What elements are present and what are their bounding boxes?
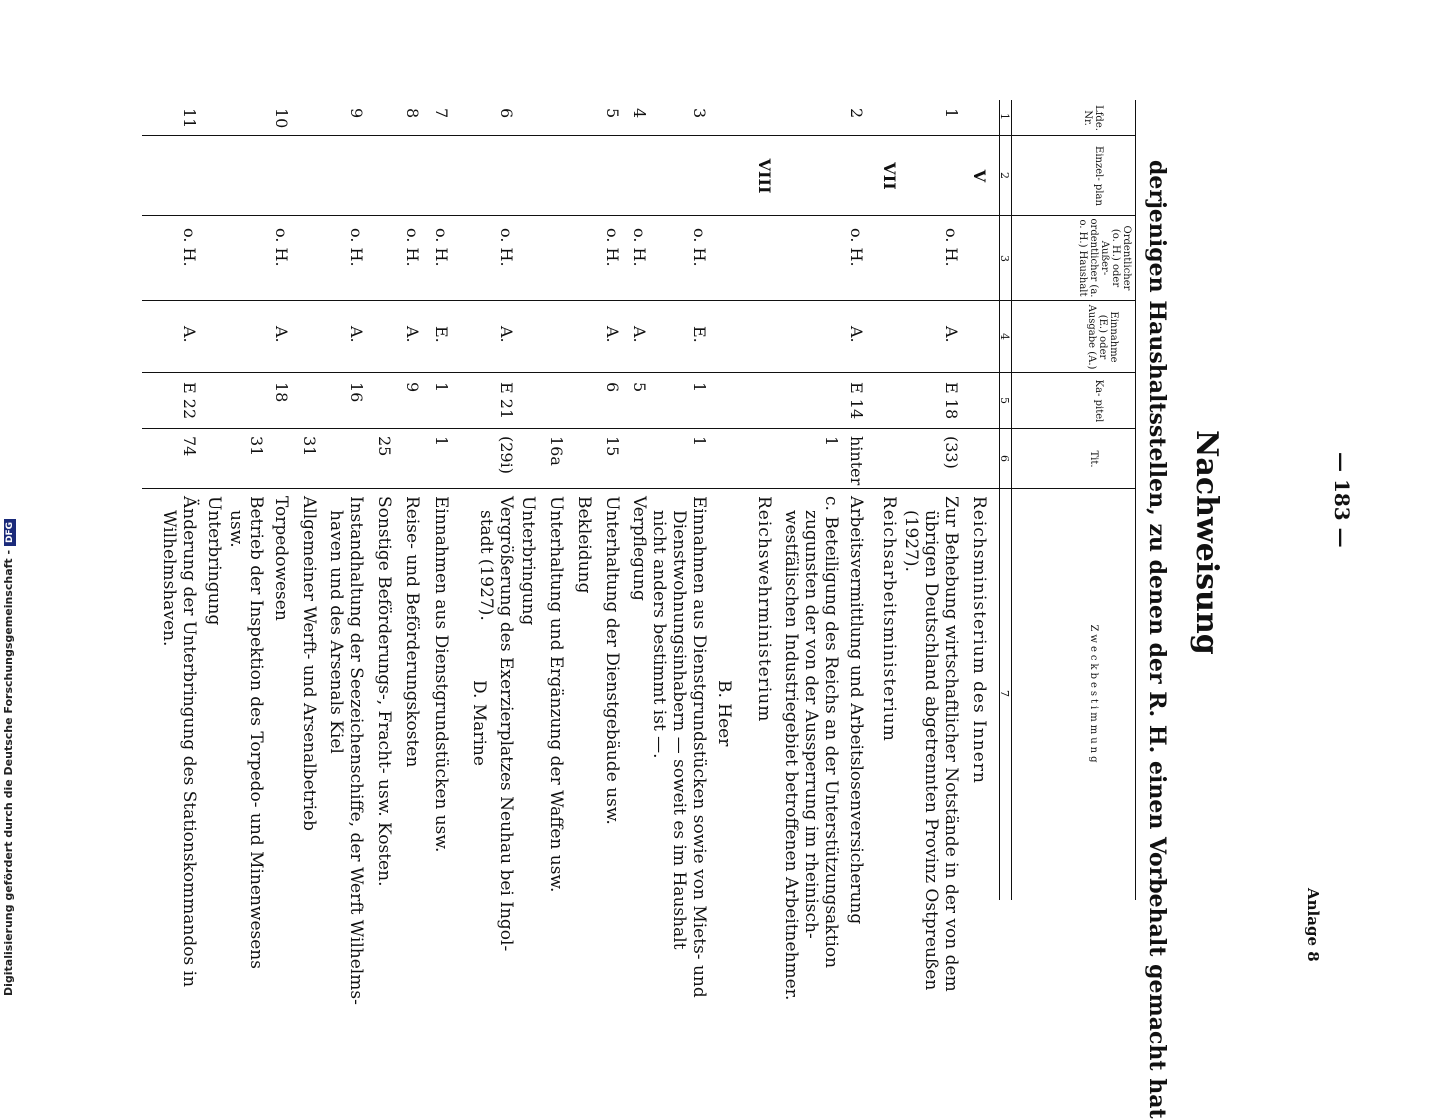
row-description-line: Reichswehrministerium (754, 496, 774, 723)
row-description-line: übrigen Deutschland abgetrennten Provinz Ostpreußen (921, 510, 941, 991)
col-number-5: 5 (998, 397, 1011, 404)
row-kapitel: 5 (630, 382, 649, 393)
row-einnahme-ausgabe: E. (432, 326, 451, 343)
row-description-line: Dienstwohnungsinhabern — soweit es im Haushalt (669, 510, 689, 950)
row-kapitel: E 21 (497, 382, 516, 420)
row-haushalt: o. H. (272, 228, 291, 267)
row-einnahme-ausgabe: E. (690, 326, 709, 343)
col-number-3: 3 (998, 255, 1011, 262)
col-divider-5 (142, 428, 1136, 429)
row-titel: hinter (847, 436, 866, 486)
row-number: 1 (942, 108, 961, 119)
number-row-rule (999, 100, 1000, 900)
document-title: Nachweisung (1189, 430, 1224, 655)
row-kapitel: 16 (347, 382, 366, 403)
row-kapitel: 18 (272, 382, 291, 403)
digitization-footer (2, 0, 24, 996)
row-description-line: Bekleidung (574, 496, 594, 594)
row-kapitel: 6 (603, 382, 622, 393)
col-number-2: 2 (998, 172, 1011, 179)
row-description-line: Wilhelmshaven. (159, 510, 179, 647)
row-description-line: Sonstige Beförderungs-, Fracht- usw. Kosten. (374, 496, 394, 887)
row-number: 9 (347, 108, 366, 119)
row-number: 11 (180, 108, 199, 129)
row-einnahme-ausgabe: A. (347, 326, 366, 343)
annex-label: Anlage 8 (1304, 888, 1322, 962)
row-haushalt: o. H. (432, 228, 451, 267)
page-number: — 183 — (1330, 452, 1354, 548)
row-titel: (33) (942, 436, 961, 469)
row-haushalt: o. H. (497, 228, 516, 267)
row-kapitel: 1 (432, 382, 451, 393)
row-kapitel: E 22 (180, 382, 199, 420)
row-description-line: Betrieb der Inspektion des Torpedo- und Minenwesens (246, 496, 266, 969)
row-description-line: Zur Behebung wirtschaftlicher Notstände in der von dem (941, 496, 961, 992)
footer-text: Digitalisierung gefördert durch die Deutsche Forschungsgemeinschaft - (2, 549, 15, 996)
row-titel: 25 (375, 436, 394, 457)
row-haushalt: o. H. (180, 228, 199, 267)
row-titel: 31 (247, 436, 266, 457)
row-description-line: Verpflegung (629, 496, 649, 601)
row-einnahme-ausgabe: A. (847, 326, 866, 343)
row-number: 8 (403, 108, 422, 119)
row-description-line: Torpedowesen (271, 496, 291, 621)
row-titel: 74 (180, 436, 199, 457)
row-number: 10 (272, 108, 291, 129)
row-kapitel: 9 (403, 382, 422, 393)
row-description-line: Allgemeiner Werft- und Arsenalbetrieb (299, 496, 319, 831)
row-description-line: zugunsten der von der Aussperrung im rheinisch- (801, 510, 821, 939)
row-einzelplan: V (970, 169, 989, 183)
row-description-line: Änderung der Unterbringung des Stationskommandos in (179, 496, 199, 988)
col-divider-1 (142, 135, 1136, 136)
header-haushalt: Ordentlicher (o. H.) oder Außer- ordentlicher (a. o. H.) Haushalt (1077, 218, 1132, 298)
header-zweckbestimmung: Zweckbestimmung (1088, 624, 1099, 766)
row-description-line: Reise- und Beförderungskosten (402, 496, 422, 768)
row-number: 6 (497, 108, 516, 119)
row-description-line: Einnahmen aus Dienstgrundstücken usw. (431, 496, 451, 853)
col-divider-3 (142, 300, 1136, 301)
row-description-line: Unterhaltung der Dienstgebäude usw. (602, 496, 622, 825)
row-number: 3 (690, 108, 709, 119)
col-divider-2 (142, 215, 1136, 216)
row-kapitel: E 18 (942, 382, 961, 420)
row-einnahme-ausgabe: A. (403, 326, 422, 343)
header-einzelplan: Einzel- plan (1093, 146, 1104, 206)
row-haushalt: o. H. (690, 228, 709, 267)
row-haushalt: o. H. (603, 228, 622, 267)
row-description-line: Vergrößerung des Exerzierplatzes Neuhau bei Ingol- (496, 496, 516, 952)
row-haushalt: o. H. (847, 228, 866, 267)
row-number: 2 (847, 108, 866, 119)
row-description-line: Unterbringung (204, 496, 224, 626)
row-haushalt: o. H. (403, 228, 422, 267)
row-description-line: (1927). (901, 510, 921, 572)
row-kapitel: 1 (690, 382, 709, 393)
row-number: 4 (630, 108, 649, 119)
row-einzelplan: VII (880, 162, 899, 190)
row-description-line: B. Heer (714, 680, 734, 747)
row-description-line: Einnahmen aus Dienstgrundstücken sowie von Miets- und (689, 496, 709, 998)
row-einzelplan: VIII (755, 158, 774, 194)
row-description-line: Reichsarbeitsministerium (879, 496, 899, 742)
row-einnahme-ausgabe: A. (630, 326, 649, 343)
col-divider-6 (142, 488, 1136, 489)
row-titel: 1 (690, 436, 709, 447)
row-einnahme-ausgabe: A. (180, 326, 199, 343)
row-number: 7 (432, 108, 451, 119)
row-titel: 16a (547, 436, 566, 466)
row-description-line: Arbeitsvermittlung und Arbeitslosenversicherung (846, 496, 866, 925)
row-einnahme-ausgabe: A. (497, 326, 516, 343)
row-description-line: Unterbringung (518, 496, 538, 626)
header-titel: Tit. (1088, 450, 1099, 468)
row-haushalt: o. H. (347, 228, 366, 267)
dfg-logo: DFG (4, 519, 16, 546)
row-titel: 1 (822, 436, 841, 447)
row-description-line: nicht anders bestimmt ist —. (649, 510, 669, 759)
row-description-line: usw. (226, 510, 246, 548)
row-titel: 31 (300, 436, 319, 457)
row-kapitel: E 14 (847, 382, 866, 420)
row-einnahme-ausgabe: A. (272, 326, 291, 343)
header-lfde-nr: Lfde. Nr. (1082, 105, 1104, 131)
row-description-line: Unterhaltung und Ergänzung der Waffen usw. (546, 496, 566, 893)
row-description-line: Instandhaltung der Seezeichenschiffe, der Werft Wilhelms- (346, 496, 366, 1005)
col-number-7: 7 (998, 690, 1011, 697)
row-description-line: Reichsministerium des Innern (969, 496, 989, 784)
col-divider-4 (142, 372, 1136, 373)
row-description-line: westfälischen Industriegebiet betroffenen Arbeitnehmer. (781, 510, 801, 1001)
row-titel: 15 (603, 436, 622, 457)
row-haushalt: o. H. (942, 228, 961, 267)
document-subtitle: derjenigen Haushaltsstellen, zu denen der R. H. einen Vorbehalt gemacht hat (1144, 160, 1170, 1119)
row-titel: (29i) (497, 436, 516, 474)
row-titel: 1 (432, 436, 451, 447)
row-description-line: haven und des Arsenals Kiel (326, 510, 346, 754)
col-number-4: 4 (998, 333, 1011, 340)
row-description-line: D. Marine (469, 680, 489, 766)
row-einnahme-ausgabe: A. (603, 326, 622, 343)
row-haushalt: o. H. (630, 228, 649, 267)
header-einnahme-ausgabe: Einnahme (E.) oder Ausgabe (A.) (1086, 304, 1119, 370)
row-einnahme-ausgabe: A. (942, 326, 961, 343)
row-description-line: stadt (1927). (476, 510, 496, 621)
table-top-rule (1135, 100, 1136, 900)
col-number-6: 6 (998, 455, 1011, 462)
row-number: 5 (603, 108, 622, 119)
col-number-1: 1 (998, 113, 1011, 120)
header-bottom-rule (1011, 100, 1012, 900)
row-description-line: c. Beteiligung des Reichs an der Unterstützungsaktion (821, 496, 841, 969)
header-kapitel: Ka- pitel (1093, 379, 1104, 423)
